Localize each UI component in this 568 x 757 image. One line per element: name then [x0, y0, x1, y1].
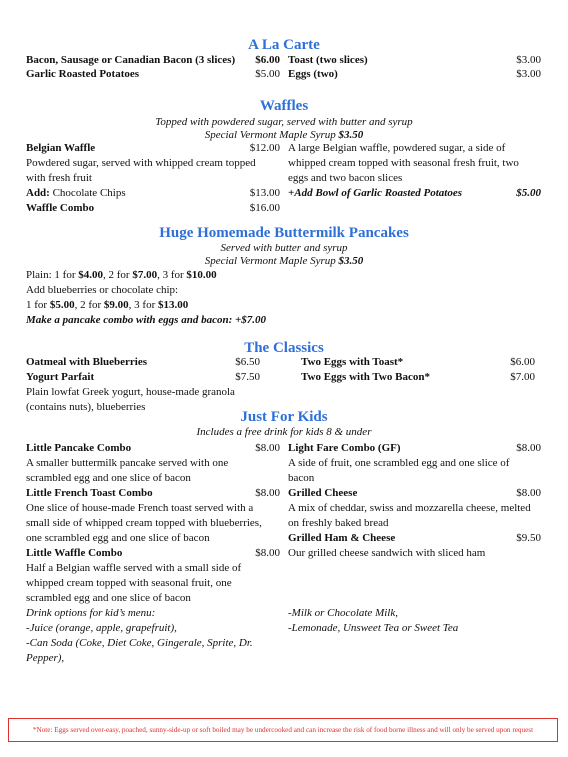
classics-heading: The Classics	[244, 340, 324, 356]
item-name: Grilled Ham & Cheese	[288, 532, 396, 544]
price-value: $7.00	[132, 269, 158, 281]
drink-option: -Can Soda (Coke, Diet Coke, Gingerale, Sprite, Dr.	[26, 637, 253, 649]
item-name: Belgian Waffle	[26, 142, 96, 154]
item-name: Little Pancake Combo	[26, 442, 132, 454]
maple-syrup-line	[0, 128, 568, 142]
item-description: A side of fruit, one scrambled egg and one slice of	[288, 457, 510, 469]
add-label: Add:	[26, 187, 50, 199]
item-description: with fresh fruit	[26, 172, 92, 184]
item-name: Little French Toast Combo	[26, 487, 153, 499]
add-item: +Add Bowl of Garlic Roasted Potatoes	[288, 187, 463, 199]
item-price: $8.00	[255, 487, 280, 499]
drink-option: -Lemonade, Unsweet Tea or Sweet Tea	[288, 622, 459, 634]
item-name: Garlic Roasted Potatoes	[26, 68, 140, 80]
kids-subtitle: Includes a free drink for kids 8 & under	[196, 426, 372, 438]
item-price: $12.00	[249, 142, 280, 154]
kids-heading: Just For Kids	[240, 409, 328, 425]
item-name: Grilled Cheese	[288, 487, 358, 499]
drink-option: Pepper),	[26, 652, 65, 664]
pancake-combo-line: Make a pancake combo with eggs and bacon: +$7.00	[26, 314, 267, 326]
item-description: scrambled egg and one slice of bacon	[26, 592, 191, 604]
price-value: $9.00	[103, 299, 129, 311]
item-name: Light Fare Combo (GF)	[288, 442, 401, 454]
price-text: Plain: 1 for	[26, 269, 79, 281]
maple-syrup-price: $3.50	[338, 255, 364, 267]
item-name: Two Eggs with Two Bacon*	[301, 371, 430, 383]
pancakes-subtitle: Served with butter and syrup	[220, 242, 348, 254]
egg-safety-note: *Note: Eggs served over-easy, poached, sunny-side-up or soft boiled may be undercooked and can increase the risk of food borne illness and will only be served upon request	[8, 718, 558, 742]
item-price: $5.00	[255, 68, 280, 80]
menu-item	[288, 67, 541, 82]
item-description: whipped cream topped with seasonal fruit, one	[26, 577, 232, 589]
item-description: One slice of house-made French toast served with a	[26, 502, 254, 514]
price-value: $4.00	[78, 269, 103, 281]
item-description: eggs and two bacon slices	[288, 172, 403, 184]
item-price: $8.00	[516, 487, 541, 499]
item-price: $8.00	[255, 442, 280, 454]
item-price: $16.00	[249, 202, 280, 214]
item-price: $6.50	[235, 356, 260, 368]
grilled-ham-item	[288, 531, 541, 546]
item-description: Plain lowfat Greek yogurt, house-made granola	[26, 386, 235, 398]
belgian-waffle-item	[26, 141, 280, 156]
a-la-carte-heading: A La Carte	[248, 37, 320, 53]
parfait-item	[26, 370, 260, 385]
item-price: $3.00	[516, 68, 541, 80]
maple-syrup-label: Special Vermont Maple Syrup	[204, 129, 336, 141]
item-name: Bacon, Sausage or Canadian Bacon (3 slices)	[26, 54, 236, 66]
item-description: scrambled egg and one slice of bacon	[26, 472, 191, 484]
item-description: Half a Belgian waffle served with a small side of	[26, 562, 242, 574]
item-description: on freshly baked bread	[288, 517, 389, 529]
item-price: $5.00	[516, 187, 541, 199]
maple-syrup-label: Special Vermont Maple Syrup	[204, 255, 336, 267]
waffle-combo-item	[26, 201, 280, 216]
item-name: Yogurt Parfait	[26, 371, 95, 383]
item-price: $9.50	[516, 532, 541, 544]
eggs-toast-item	[301, 355, 535, 370]
light-fare-item	[288, 441, 541, 456]
add-pancake-prices	[26, 298, 188, 313]
item-price: $13.00	[249, 187, 280, 199]
item-description: A smaller buttermilk pancake served with one	[26, 457, 229, 469]
price-value: $5.00	[49, 299, 75, 311]
item-description: bacon	[288, 472, 315, 484]
price-value: $10.00	[186, 269, 217, 281]
item-description: A mix of cheddar, swiss and mozzarella cheese, melted	[288, 502, 531, 514]
item-description: Powdered sugar, served with whipped cream topped	[26, 157, 256, 169]
add-blueberries-line: Add blueberries or chocolate chip:	[26, 284, 179, 296]
little-french-toast-item	[26, 486, 280, 501]
item-price: $3.00	[516, 54, 541, 66]
item-price: $7.50	[235, 371, 260, 383]
item-price: $7.00	[510, 371, 535, 383]
price-text: , 3 for	[128, 299, 158, 311]
plain-pancake-prices	[26, 268, 217, 283]
price-text: , 2 for	[74, 299, 104, 311]
little-pancake-item	[26, 441, 280, 456]
waffles-heading: Waffles	[259, 98, 309, 114]
drink-option: -Juice (orange, apple, grapefruit),	[26, 622, 177, 634]
item-description: (contains nuts), blueberries	[26, 401, 146, 413]
item-description: small side of whipped cream topped with blueberries,	[26, 517, 262, 529]
pancakes-heading: Huge Homemade Buttermilk Pancakes	[159, 225, 409, 241]
price-value: $13.00	[157, 299, 189, 311]
add-chocolate-chips	[26, 186, 280, 201]
drink-option: -Milk or Chocolate Milk,	[288, 607, 398, 619]
menu-item	[26, 53, 280, 68]
item-description: A large Belgian waffle, powdered sugar, a side of	[288, 142, 506, 154]
item-price: $8.00	[516, 442, 541, 454]
menu-item	[288, 53, 541, 68]
item-price: $8.00	[255, 547, 280, 559]
grilled-cheese-item	[288, 486, 541, 501]
item-name: Toast (two slices)	[288, 54, 368, 66]
item-name: Two Eggs with Toast*	[301, 356, 404, 368]
maple-syrup-line	[0, 254, 568, 268]
price-text: , 2 for	[103, 269, 133, 281]
little-waffle-item	[26, 546, 280, 561]
garlic-potatoes-add	[288, 186, 541, 201]
waffles-subtitle: Topped with powdered sugar, served with butter and syrup	[155, 116, 413, 128]
item-name: Eggs (two)	[288, 68, 338, 80]
item-name: Oatmeal with Blueberries	[26, 356, 147, 368]
item-name: Little Waffle Combo	[26, 547, 123, 559]
item-price: $6.00	[255, 54, 280, 66]
item-price: $6.00	[510, 356, 535, 368]
add-item: Chocolate Chips	[52, 187, 126, 199]
item-description: Our grilled cheese sandwich with sliced ham	[288, 547, 486, 559]
drinks-header: Drink options for kid’s menu:	[26, 607, 156, 619]
menu-item	[26, 67, 280, 82]
item-description: one scrambled egg and one slice of bacon	[26, 532, 210, 544]
eggs-bacon-item	[301, 370, 535, 385]
price-text: 1 for	[26, 299, 50, 311]
item-name: Waffle Combo	[26, 202, 95, 214]
maple-syrup-price: $3.50	[338, 129, 364, 141]
oatmeal-item	[26, 355, 260, 370]
item-description: whipped cream topped with seasonal fresh fruit, two	[288, 157, 519, 169]
price-text: , 3 for	[157, 269, 187, 281]
